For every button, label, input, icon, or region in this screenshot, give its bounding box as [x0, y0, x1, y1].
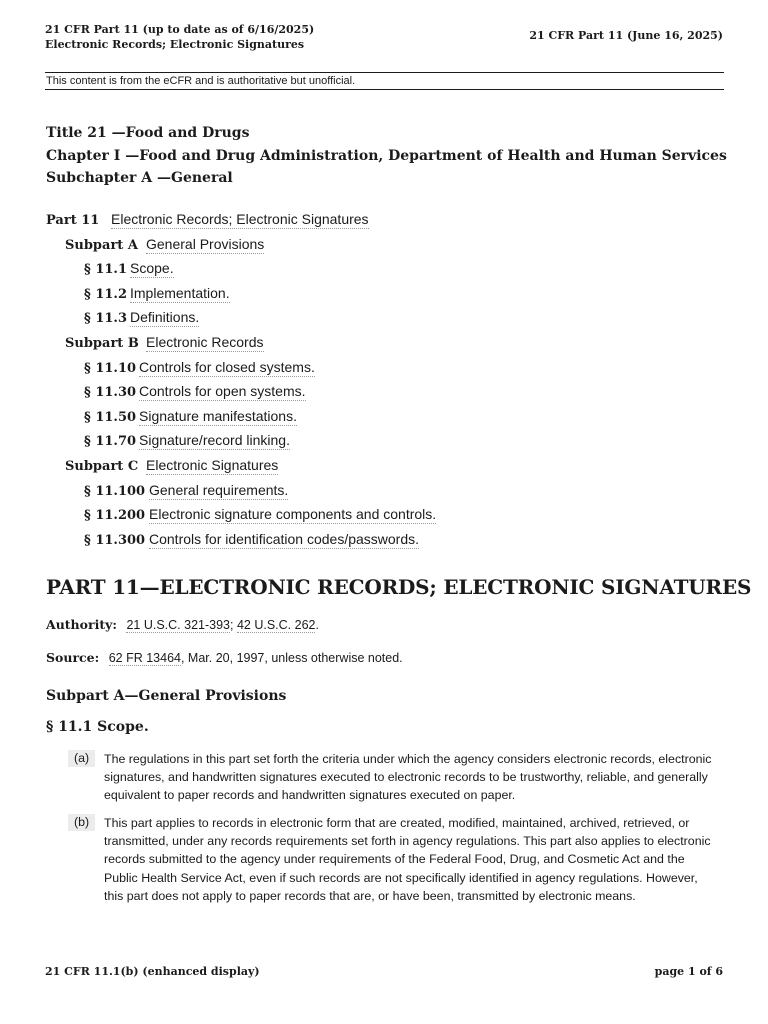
toc-section[interactable] — [46, 380, 436, 405]
part-title: PART 11—ELECTRONIC RECORDS; ELECTRONIC SIGNATURES — [46, 575, 752, 599]
toc-section-link[interactable]: Controls for identification codes/passwords. — [149, 530, 420, 547]
section-heading: § 11.1 Scope. — [46, 719, 149, 735]
toc-subpart-b[interactable] — [46, 331, 436, 356]
hierarchy-subchapter: Subchapter A —General — [46, 170, 233, 186]
paragraph-a — [68, 750, 716, 805]
toc-subpart-label: Subpart A — [65, 237, 138, 253]
paragraph-label: (b) — [68, 814, 95, 831]
toc-section[interactable] — [46, 257, 436, 282]
toc-section-link[interactable]: Definitions. — [130, 309, 200, 326]
toc-section-link[interactable]: Electronic signature components and controls. — [149, 506, 437, 523]
toc-subpart-a[interactable] — [46, 233, 436, 258]
toc-section-label: § 11.50 — [84, 409, 137, 425]
toc-section-label: § 11.100 — [84, 483, 146, 499]
header-title: 21 CFR Part 11 (up to date as of 6/16/2025) — [45, 23, 315, 36]
header-date: 21 CFR Part 11 (June 16, 2025) — [529, 29, 723, 42]
subpart-heading: Subpart A—General Provisions — [46, 688, 287, 704]
toc-section-label: § 11.30 — [84, 385, 137, 401]
paragraph-text: This part applies to records in electronic form that are created, modified, maintained, archived, retrieved, or transmitted, under any records requirements set forth in agency regulations. This part also applies to electronic records submitted to the agency under requirements of the Federal Food, Drug, and Cosmetic Act and the Public Health Service Act, even if such records are not specifically identified in agency regulations. However, this part does not apply to paper records that are, or have been, transmitted by electronic means. — [104, 816, 711, 903]
authority-end: . — [315, 618, 319, 632]
toc-subpart-link[interactable]: Electronic Signatures — [146, 456, 279, 473]
source-rest: , Mar. 20, 1997, unless otherwise noted. — [180, 651, 403, 665]
toc-section-label: § 11.1 — [84, 262, 127, 278]
toc-subpart-c[interactable] — [46, 454, 436, 479]
paragraph-label: (a) — [68, 750, 95, 767]
toc-section-label: § 11.2 — [84, 286, 127, 302]
toc-section-label: § 11.200 — [84, 508, 146, 524]
toc-section-label: § 11.70 — [84, 434, 137, 450]
toc-subpart-link[interactable]: Electronic Records — [146, 333, 264, 350]
toc-section[interactable] — [46, 503, 436, 528]
toc-section-label: § 11.300 — [84, 532, 146, 548]
hierarchy-chapter: Chapter I —Food and Drug Administration, Department of Health and Human Services — [46, 147, 727, 164]
authoritative-notice: This content is from the eCFR and is authoritative but unofficial. — [45, 72, 724, 90]
toc-section[interactable] — [46, 282, 436, 307]
hierarchy-title: Title 21 —Food and Drugs — [46, 125, 250, 141]
toc-section[interactable] — [46, 528, 436, 553]
toc-section[interactable] — [46, 306, 436, 331]
authority-separator: ; — [230, 618, 237, 632]
toc-part[interactable] — [46, 208, 436, 233]
toc-section-label: § 11.3 — [84, 311, 127, 327]
paragraph-text: The regulations in this part set forth the criteria under which the agency considers electronic records, electronic signatures, and handwritten signatures executed to electronic records to be trustworthy, reliable, and generally equivalent to paper records and handwritten signatures executed on paper. — [104, 752, 712, 803]
toc-section-link[interactable]: Signature/record linking. — [139, 432, 290, 449]
authority-line — [46, 617, 319, 632]
toc-section-link[interactable]: Controls for open systems. — [139, 383, 306, 400]
toc-section-link[interactable]: Implementation. — [130, 284, 230, 301]
document-header-left — [45, 22, 314, 52]
toc-subpart-label: Subpart C — [65, 458, 139, 474]
toc-section[interactable] — [46, 356, 436, 381]
toc-subpart-link[interactable]: General Provisions — [146, 235, 265, 252]
source-link-fr[interactable]: 62 FR 13464 — [108, 651, 181, 665]
table-of-contents — [46, 208, 436, 552]
toc-section-link[interactable]: Controls for closed systems. — [139, 358, 315, 375]
toc-section[interactable] — [46, 479, 436, 504]
header-subtitle: Electronic Records; Electronic Signatures — [45, 38, 305, 51]
toc-part-link[interactable]: Electronic Records; Electronic Signatures — [111, 211, 369, 227]
authority-link-usc-262[interactable]: 42 U.S.C. 262 — [236, 618, 316, 632]
hierarchy — [46, 122, 727, 190]
toc-section-label: § 11.10 — [84, 360, 137, 376]
page-number: page 1 of 6 — [654, 965, 723, 978]
toc-section-link[interactable]: Scope. — [130, 260, 174, 277]
toc-section[interactable] — [46, 429, 436, 454]
paragraph-b — [68, 814, 716, 905]
toc-section-link[interactable]: Signature manifestations. — [139, 407, 297, 424]
authority-label: Authority: — [46, 617, 117, 632]
toc-section-link[interactable]: General requirements. — [149, 481, 289, 498]
toc-subpart-label: Subpart B — [65, 335, 139, 351]
authority-link-usc-321[interactable]: 21 U.S.C. 321-393 — [126, 618, 231, 632]
toc-part-label: Part 11 — [46, 213, 100, 228]
source-line — [46, 650, 403, 665]
source-label: Source: — [46, 650, 100, 665]
toc-section[interactable] — [46, 405, 436, 430]
footer-citation: 21 CFR 11.1(b) (enhanced display) — [45, 965, 260, 978]
